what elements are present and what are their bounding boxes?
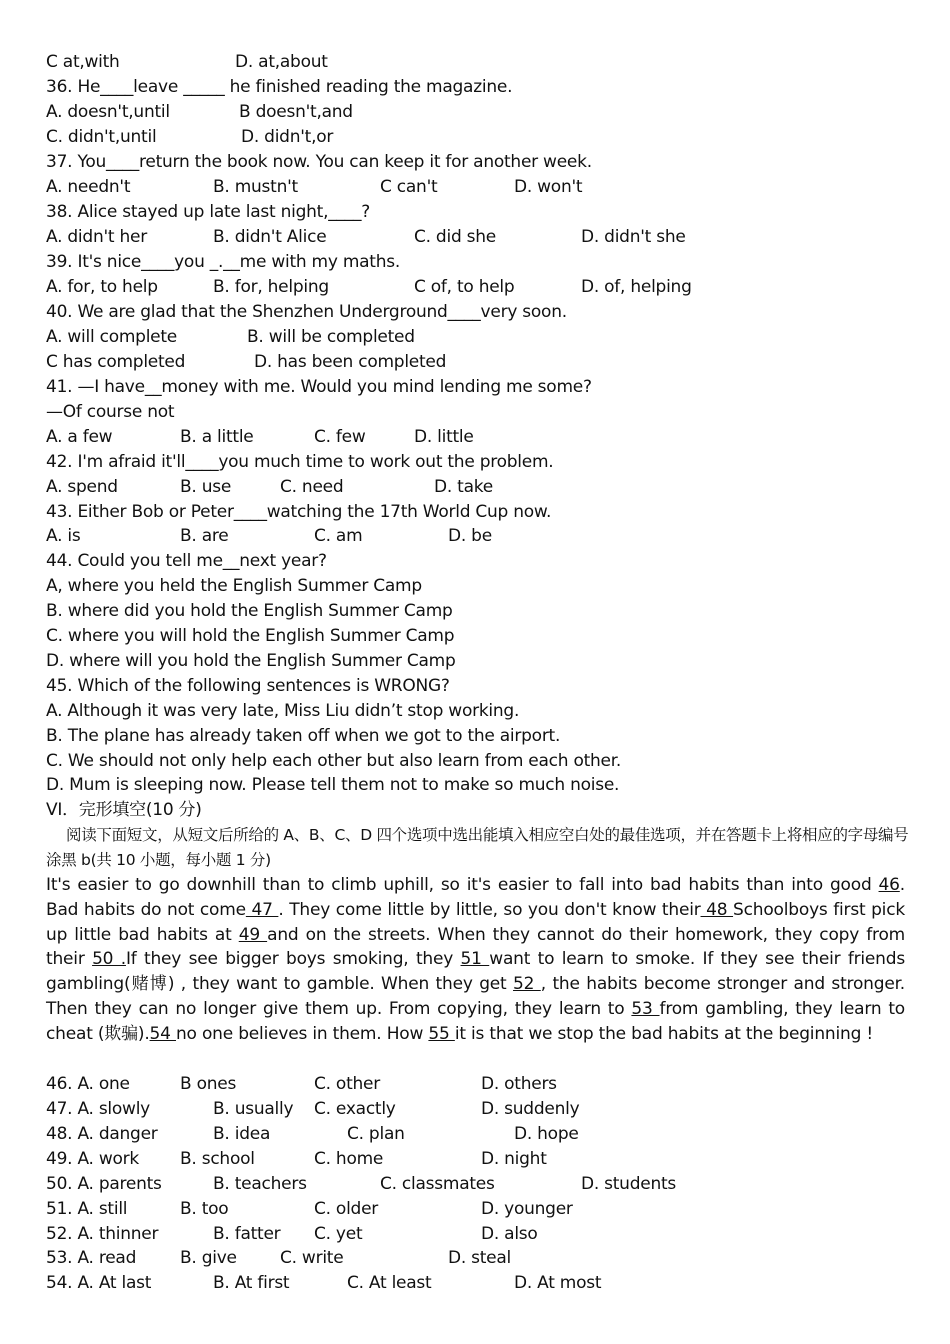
line-text: D. where will you hold the English Summer Camp [46, 651, 456, 671]
answer-option: B. usually [213, 1099, 294, 1119]
answer-option: C. few [314, 427, 366, 447]
answer-option: C. yet [314, 1224, 363, 1244]
answer-option: B. teachers [213, 1174, 307, 1194]
line-text: 36. He____leave _____ he finished reading the magazine. [46, 77, 513, 97]
line-text: A. is [46, 526, 81, 546]
answer-option: B. idea [213, 1124, 271, 1144]
answer-option: D. won't [514, 177, 583, 197]
answer-option: B. At first [213, 1273, 290, 1293]
line-text: 43. Either Bob or Peter____watching the 17th World Cup now. [46, 502, 552, 522]
blank-number: 53 [631, 998, 660, 1019]
line-text: 53. A. read [46, 1248, 137, 1268]
line-text: A. didn't her [46, 227, 147, 247]
answer-option: D. little [414, 427, 474, 447]
answer-option: B. will be completed [247, 327, 415, 347]
passage-text: and on the streets. When they cannot do their homework, they copy from their [46, 924, 906, 970]
answer-option: D. also [481, 1224, 538, 1244]
line-text: A. doesn't,until [46, 102, 170, 122]
answer-option: B. a little [180, 427, 254, 447]
answer-option: C. plan [347, 1124, 405, 1144]
line-text: C has completed [46, 352, 186, 372]
line-text: A. needn't [46, 177, 131, 197]
answer-option: D. steal [448, 1248, 512, 1268]
answer-option: D. younger [481, 1199, 573, 1219]
passage-text: it is that we stop the bad habits at the beginning ! [454, 1023, 873, 1044]
line-text: 49. A. work [46, 1149, 139, 1169]
blank-number: 49 [238, 924, 268, 945]
answer-option: D. hope [514, 1124, 579, 1144]
line-text: C. didn't,until [46, 127, 157, 147]
answer-option: C. At least [347, 1273, 432, 1293]
answer-option: C. did she [414, 227, 496, 247]
answer-option: B. are [180, 526, 229, 546]
line-text: 40. We are glad that the Shenzhen Underground____very soon. [46, 302, 567, 322]
answer-option: C can't [380, 177, 438, 197]
answer-option: D. didn't she [581, 227, 686, 247]
blank-number: 54 [149, 1023, 176, 1044]
answer-option: B doesn't,and [239, 102, 353, 122]
answer-option: B. fatter [213, 1224, 281, 1244]
answer-option: B. for, helping [213, 277, 329, 297]
answer-option: D. of, helping [581, 277, 692, 297]
blank-number: 51 [460, 949, 490, 970]
answer-option: C. older [314, 1199, 379, 1219]
answer-option: C. need [280, 477, 344, 497]
blank-number: 46 [878, 875, 900, 895]
line-text: 50. A. parents [46, 1174, 162, 1194]
answer-option: B. didn't Alice [213, 227, 327, 247]
answer-option: B. use [180, 477, 232, 497]
answer-option: D. night [481, 1149, 547, 1169]
answer-option: C of, to help [414, 277, 515, 297]
line-text: A. Although it was very late, Miss Liu didn’t stop working. [46, 701, 520, 721]
line-text: A. spend [46, 477, 118, 497]
line-text: B. where did you hold the English Summer Camp [46, 601, 453, 621]
line-text: 42. I'm afraid it'll____you much time to work out the problem. [46, 452, 554, 472]
line-text: A. for, to help [46, 277, 158, 297]
answer-option: B. school [180, 1149, 255, 1169]
line-text: D. Mum is sleeping now. Please tell them not to make so much noise. [46, 775, 620, 795]
answer-option: C. classmates [380, 1174, 495, 1194]
answer-option: D. At most [514, 1273, 602, 1293]
line-text: VI．完形填空(10 分) [46, 800, 202, 820]
answer-option: C. write [280, 1248, 344, 1268]
line-text: 54. A. At last [46, 1273, 152, 1293]
line-text: C. We should not only help each other but also learn from each other. [46, 751, 622, 771]
answer-option: D. at,about [235, 52, 328, 72]
answer-option: C. other [314, 1074, 380, 1094]
line-text: 39. It's nice____you _.__me with my maths. [46, 252, 400, 272]
answer-option: B ones [180, 1074, 237, 1094]
answer-option: D. take [434, 477, 493, 497]
cloze-instructions: 阅读下面短文，从短文后所给的 A、B、C、D 四个选项中选出能填入相应空白处的最佳选项，并在答题卡上将相应的字母编号涂黑 b(共 10 小题，每小题 1 分) [46, 826, 909, 869]
answer-option: D. students [581, 1174, 676, 1194]
blank-number: 47 [245, 899, 279, 920]
line-text: 38. Alice stayed up late last night,____? [46, 202, 370, 222]
line-text: 41. —I have__money with me. Would you mind lending me some? [46, 377, 592, 397]
passage-text: Schoolboys first pick up little bad habits at [46, 899, 905, 945]
answer-option: D. others [481, 1074, 557, 1094]
line-text: C at,with [46, 52, 120, 72]
line-text: B. The plane has already taken off when we got to the airport. [46, 726, 561, 746]
answer-option: B. give [180, 1248, 237, 1268]
blank-number: 50 . [92, 949, 126, 970]
line-text: A, where you held the English Summer Camp [46, 576, 422, 596]
line-text: C. where you will hold the English Summer Camp [46, 626, 455, 646]
answer-option: B. too [180, 1199, 229, 1219]
passage-text: from gambling, they learn to cheat (欺骗). [46, 998, 905, 1044]
passage-text: It's easier to go downhill than to climb uphill, so it's easier to fall into bad habits than into good [46, 875, 879, 895]
line-text: 46. A. one [46, 1074, 130, 1094]
passage-text: . They come little by little, so you don't know their [278, 899, 701, 920]
answer-option: D. didn't,or [241, 127, 334, 147]
line-text: 48. A. danger [46, 1124, 158, 1144]
line-text: 47. A. slowly [46, 1099, 150, 1119]
answer-option: C. am [314, 526, 363, 546]
line-text: 37. You____return the book now. You can keep it for another week. [46, 152, 592, 172]
line-text: A. will complete [46, 327, 178, 347]
answer-option: C. home [314, 1149, 384, 1169]
passage-text: no one believes in them. How [175, 1023, 429, 1044]
blank-number: 48 [700, 899, 734, 920]
line-text: 45. Which of the following sentences is WRONG? [46, 676, 450, 696]
passage-text: , the habits become stronger and stronger. Then they can no longer give them up. From copying, they learn to [46, 974, 906, 1019]
passage-text: want to learn to smoke. If they see their friends gambling(赌博) , they want to gamble. When they get [46, 949, 906, 995]
line-text: 51. A. still [46, 1199, 128, 1219]
answer-option: D. be [448, 526, 492, 546]
line-text: 52. A. thinner [46, 1224, 159, 1244]
blank-number: 55 [428, 1023, 455, 1044]
blank-number: 52 [513, 974, 541, 995]
answer-option: D. has been completed [254, 352, 447, 372]
passage-text: If they see bigger boys smoking, they [125, 949, 461, 970]
passage-text: . Bad habits do not come [46, 875, 905, 920]
answer-option: C. exactly [314, 1099, 396, 1119]
line-text: 44. Could you tell me__next year? [46, 551, 327, 571]
answer-option: D. suddenly [481, 1099, 580, 1119]
cloze-passage [46, 873, 905, 1047]
line-text: A. a few [46, 427, 113, 447]
line-text: —Of course not [46, 402, 175, 422]
answer-option: B. mustn't [213, 177, 298, 197]
